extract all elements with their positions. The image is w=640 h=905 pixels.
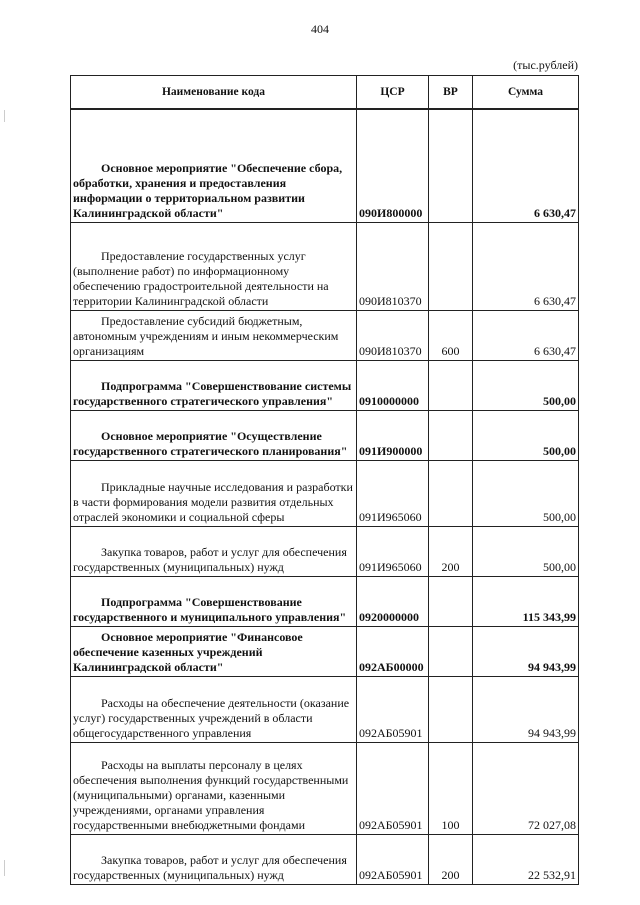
row-csr: 092АБ05901 xyxy=(357,676,429,742)
header-sum: Сумма xyxy=(473,76,579,110)
row-sum: 500,00 xyxy=(473,460,579,526)
row-csr: 090И810370 xyxy=(357,222,429,310)
header-csr: ЦСР xyxy=(357,76,429,110)
budget-table xyxy=(70,75,579,885)
row-vr: 600 xyxy=(429,310,473,360)
row-csr: 0910000000 xyxy=(357,360,429,410)
header-vr: ВР xyxy=(429,76,473,110)
row-name: Расходы на обеспечение деятельности (оказание услуг) государственных учреждений в области общегосударственного управления xyxy=(71,676,357,742)
row-vr xyxy=(429,676,473,742)
row-sum: 22 532,91 xyxy=(473,834,579,884)
row-vr: 100 xyxy=(429,742,473,834)
row-name: Подпрограмма "Совершенствование системы государственного стратегического управления" xyxy=(71,360,357,410)
row-csr: 091И965060 xyxy=(357,526,429,576)
row-csr: 090И800000 xyxy=(357,109,429,222)
header-name: Наименование кода xyxy=(71,76,357,110)
scan-margin-mark xyxy=(4,110,5,122)
row-csr: 092АБ05901 xyxy=(357,742,429,834)
scan-margin-mark xyxy=(4,860,5,876)
row-csr: 092АБ05901 xyxy=(357,834,429,884)
row-name: Основное мероприятие "Обеспечение сбора, обработки, хранения и предоставления информации о территориальном развитии Калининградской области" xyxy=(71,109,357,222)
row-sum: 115 343,99 xyxy=(473,576,579,626)
row-sum: 94 943,99 xyxy=(473,626,579,676)
row-csr: 092АБ00000 xyxy=(357,626,429,676)
row-sum: 6 630,47 xyxy=(473,109,579,222)
table-row xyxy=(71,526,579,576)
row-vr: 200 xyxy=(429,526,473,576)
table-row xyxy=(71,410,579,460)
row-csr: 091И900000 xyxy=(357,410,429,460)
table-row xyxy=(71,360,579,410)
row-vr xyxy=(429,410,473,460)
row-sum: 500,00 xyxy=(473,526,579,576)
row-sum: 6 630,47 xyxy=(473,310,579,360)
row-vr xyxy=(429,626,473,676)
row-name: Расходы на выплаты персоналу в целях обеспечения выполнения функций государственными (муниципальными) органами, казенными учреждениями, органами управления государственными внебюджетными фондами xyxy=(71,742,357,834)
table-row xyxy=(71,626,579,676)
row-vr xyxy=(429,576,473,626)
table-row xyxy=(71,676,579,742)
row-name: Предоставление государственных услуг (выполнение работ) по информационному обеспечению градостроительной деятельности на территории Калининградской области xyxy=(71,222,357,310)
row-name: Подпрограмма "Совершенствование государственного и муниципального управления" xyxy=(71,576,357,626)
row-name: Прикладные научные исследования и разработки в части формирования модели развития отдельных отраслей экономики и социальной сферы xyxy=(71,460,357,526)
row-vr: 200 xyxy=(429,834,473,884)
row-sum: 72 027,08 xyxy=(473,742,579,834)
row-sum: 94 943,99 xyxy=(473,676,579,742)
table-row xyxy=(71,460,579,526)
row-name: Закупка товаров, работ и услуг для обеспечения государственных (муниципальных) нужд xyxy=(71,526,357,576)
table-row xyxy=(71,310,579,360)
row-vr xyxy=(429,109,473,222)
row-sum: 500,00 xyxy=(473,410,579,460)
row-csr: 0920000000 xyxy=(357,576,429,626)
table-row xyxy=(71,222,579,310)
row-name: Предоставление субсидий бюджетным, автономным учреждениям и иным некоммерческим организациям xyxy=(71,310,357,360)
units-label: (тыс.рублей) xyxy=(513,58,578,72)
row-vr xyxy=(429,360,473,410)
row-name: Закупка товаров, работ и услуг для обеспечения государственных (муниципальных) нужд xyxy=(71,834,357,884)
table-row xyxy=(71,109,579,222)
table-row xyxy=(71,576,579,626)
table-row xyxy=(71,742,579,834)
row-sum: 500,00 xyxy=(473,360,579,410)
row-sum: 6 630,47 xyxy=(473,222,579,310)
row-vr xyxy=(429,460,473,526)
row-csr: 090И810370 xyxy=(357,310,429,360)
row-csr: 091И965060 xyxy=(357,460,429,526)
row-name: Основное мероприятие "Финансовое обеспечение казенных учреждений Калининградской области" xyxy=(71,626,357,676)
table-header-row xyxy=(71,76,579,110)
row-vr xyxy=(429,222,473,310)
row-name: Основное мероприятие "Осуществление государственного стратегического планирования" xyxy=(71,410,357,460)
page-number: 404 xyxy=(311,22,329,36)
table-row xyxy=(71,834,579,884)
